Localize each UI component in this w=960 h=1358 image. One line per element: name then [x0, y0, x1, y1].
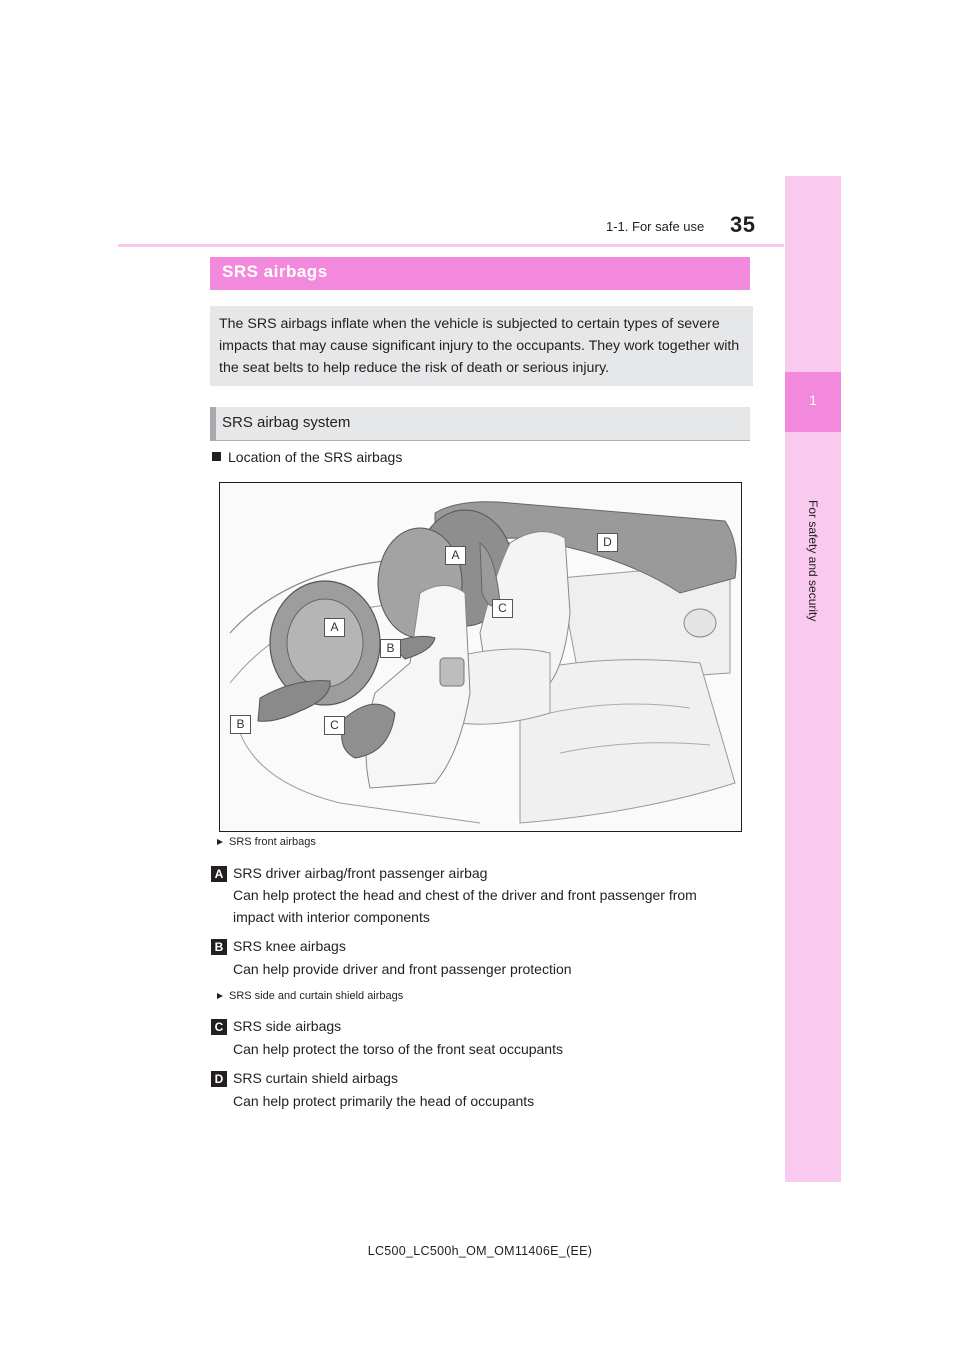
group-caption-text: SRS side and curtain shield airbags [229, 990, 404, 1002]
document-code: LC500_LC500h_OM_OM11406E_(EE) [367, 1244, 593, 1258]
section-title: SRS airbags [222, 262, 328, 281]
callout-label: A [324, 618, 345, 637]
callout-label: C [492, 599, 513, 618]
item-description: Can help protect the torso of the front seat occupants [233, 1041, 563, 1057]
car-interior-drawing [220, 483, 741, 831]
item-description: Can help protect primarily the head of occupants [233, 1093, 535, 1109]
subsection-heading-accent [210, 407, 216, 441]
arrow-bullet-icon [217, 839, 223, 845]
item-badge: B [211, 939, 227, 955]
item-title: SRS driver airbag/front passenger airbag [233, 865, 488, 881]
item-badge: C [211, 1019, 227, 1035]
item-title: SRS curtain shield airbags [233, 1070, 398, 1086]
callout-label: B [380, 639, 401, 658]
location-title: Location of the SRS airbags [228, 449, 403, 465]
group-caption [217, 990, 403, 1002]
subsection-title: SRS airbag system [222, 414, 351, 431]
item-title: SRS knee airbags [233, 938, 346, 954]
airbag-location-illustration [219, 482, 742, 832]
square-bullet-icon [212, 452, 221, 461]
chapter-number: 1 [809, 392, 817, 408]
chapter-tab-bar [785, 176, 841, 1182]
item-badge: D [211, 1071, 227, 1087]
group-caption [217, 836, 316, 848]
item-description: Can help protect the head and chest of the driver and front passenger from impact with interior components [233, 887, 697, 925]
header-rule [118, 244, 784, 247]
section-reference: 1-1. For safe use [606, 219, 705, 234]
callout-label: D [597, 533, 618, 552]
page-number: 35 [730, 212, 756, 237]
callout-label: C [324, 716, 345, 735]
arrow-bullet-icon [217, 993, 223, 999]
callout-label: A [445, 546, 466, 565]
group-caption-text: SRS front airbags [229, 836, 316, 848]
callout-label: B [230, 715, 251, 734]
item-description: Can help provide driver and front passenger protection [233, 961, 572, 977]
item-title: SRS side airbags [233, 1018, 342, 1034]
chapter-title: For safety and security [806, 500, 820, 622]
location-heading [212, 449, 402, 465]
item-badge: A [211, 866, 227, 882]
intro-text: The SRS airbags inflate when the vehicle is subjected to certain types of severe impacts that may cause significant injury to the occupants. They work together with the seat belts to help reduce the risk of death or serious injury. [219, 316, 740, 376]
